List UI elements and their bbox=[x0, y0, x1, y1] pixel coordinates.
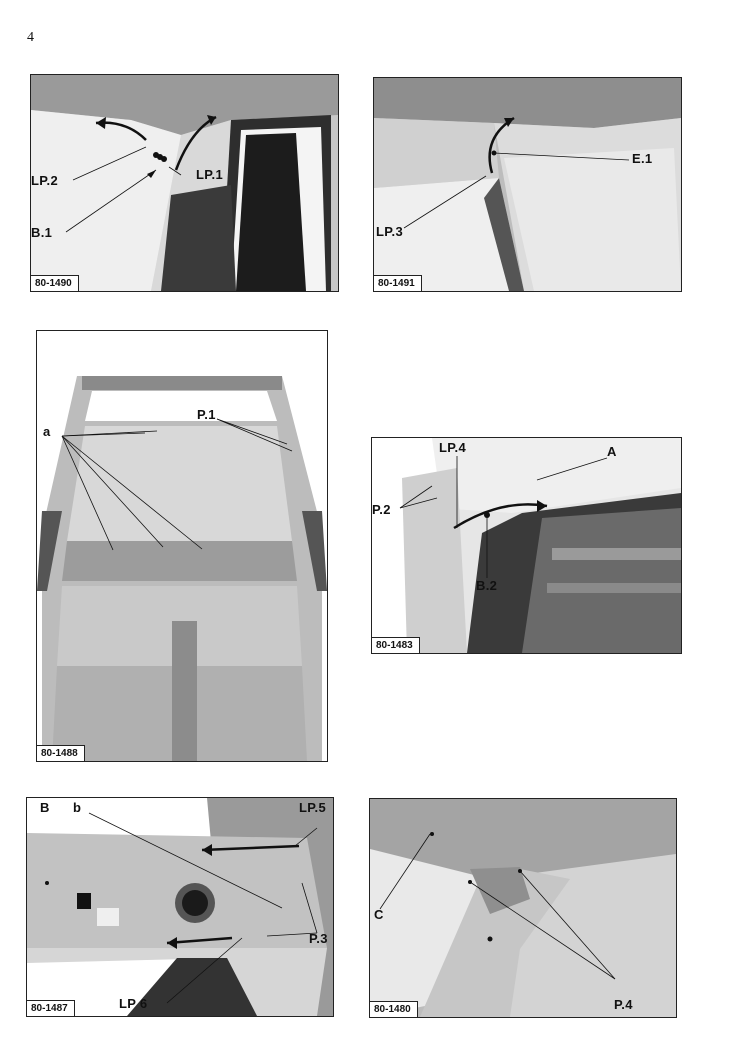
photo-80-1483 bbox=[371, 437, 682, 654]
photo-80-1488 bbox=[36, 330, 328, 762]
label-a-upper: A bbox=[607, 444, 617, 459]
figure-number: 80-1480 bbox=[370, 1001, 418, 1017]
label-e1: E.1 bbox=[632, 151, 653, 166]
label-b-lower: b bbox=[73, 800, 82, 815]
photo-80-1491 bbox=[373, 77, 682, 292]
label-b2: B.2 bbox=[476, 578, 498, 593]
photo-80-1483-image bbox=[372, 438, 681, 653]
figure-number: 80-1491 bbox=[374, 275, 422, 291]
photo-80-1487 bbox=[26, 797, 334, 1017]
label-lp6: LP 6 bbox=[119, 996, 148, 1011]
label-b-upper: B bbox=[40, 800, 50, 815]
label-lp4: LP.4 bbox=[439, 440, 466, 455]
photo-80-1480 bbox=[369, 798, 677, 1018]
label-lp3: LP.3 bbox=[376, 224, 403, 239]
figure-number: 80-1483 bbox=[372, 637, 420, 653]
photo-80-1487-image bbox=[27, 798, 333, 1016]
figure-number: 80-1487 bbox=[27, 1000, 75, 1016]
photo-80-1490-image bbox=[31, 75, 338, 291]
label-p3: P.3 bbox=[309, 931, 328, 946]
label-b1: B.1 bbox=[31, 225, 53, 240]
figure-number: 80-1488 bbox=[37, 745, 85, 761]
label-a: a bbox=[43, 424, 51, 439]
page-number: 4 bbox=[27, 30, 34, 45]
label-c: C bbox=[374, 907, 384, 922]
photo-80-1490 bbox=[30, 74, 339, 292]
figure-number: 80-1490 bbox=[31, 275, 79, 291]
photo-80-1491-image bbox=[374, 78, 681, 291]
label-p1: P.1 bbox=[197, 407, 216, 422]
label-lp1: LP.1 bbox=[196, 167, 223, 182]
photo-80-1480-image bbox=[370, 799, 676, 1017]
label-lp2: LP.2 bbox=[31, 173, 58, 188]
label-p2: P.2 bbox=[372, 502, 391, 517]
photo-80-1488-image bbox=[37, 331, 327, 761]
label-p4: P.4 bbox=[614, 997, 633, 1012]
label-lp5: LP.5 bbox=[299, 800, 326, 815]
